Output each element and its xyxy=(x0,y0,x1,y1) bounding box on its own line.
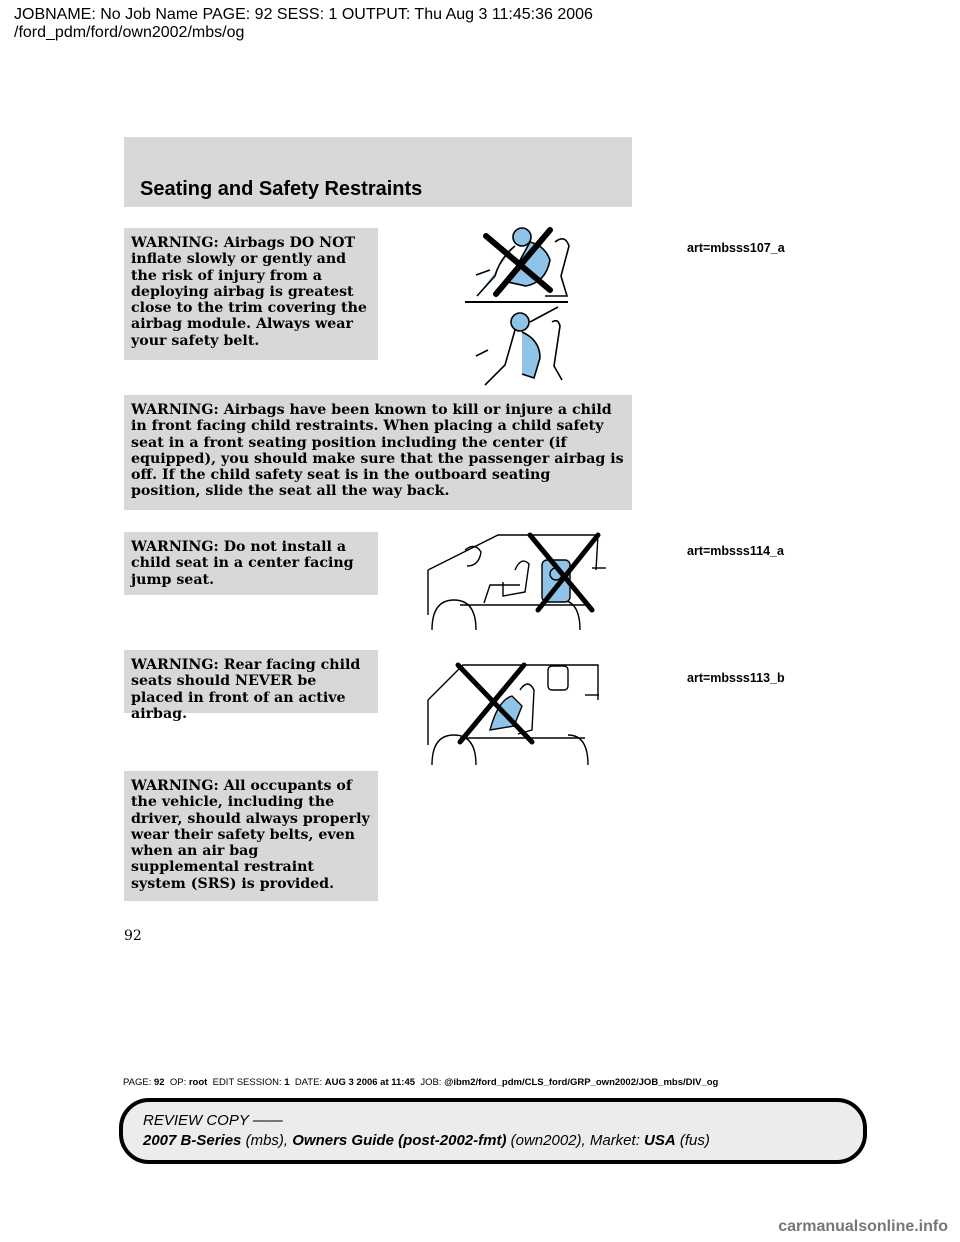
footer-session-label: EDIT SESSION: xyxy=(212,1077,282,1088)
warning-airbag-deploy: WARNING: Airbags DO NOT inflate slowly or gently and the risk of injury from a deploying airbag is greatest close to the trim covering the airbag module. Always wear your safety belt. xyxy=(124,228,378,360)
review-market: USA xyxy=(644,1132,676,1149)
page-number: 92 xyxy=(124,928,142,944)
footer-date-label: DATE: xyxy=(294,1077,323,1088)
job-header-line-1: JOBNAME: No Job Name PAGE: 92 SESS: 1 OUTPUT: Thu Aug 3 11:45:36 2006 xyxy=(14,6,593,23)
center-jump-seat-illustration xyxy=(420,530,605,640)
review-model-code: (mbs) xyxy=(245,1132,284,1149)
footer-page-label: PAGE: xyxy=(123,1077,152,1088)
art-label-mbsss113: art=mbsss113_b xyxy=(687,671,785,685)
watermark: carmanualsonline.info xyxy=(778,1218,948,1235)
job-header xyxy=(14,6,593,42)
review-market-code: (fus) xyxy=(679,1132,710,1149)
review-guide: Owners Guide (post-2002-fmt) xyxy=(292,1132,507,1149)
art-label-mbsss114: art=mbsss114_a xyxy=(687,544,784,558)
footer-job-info xyxy=(123,1077,718,1088)
airbag-proximity-illustration xyxy=(460,222,575,387)
footer-session-value: 1 xyxy=(284,1077,290,1088)
warning-occupants-belts: WARNING: All occupants of the vehicle, including the driver, should always properly wear their safety belts, even when an air bag supplemental restraint system (SRS) is provided. xyxy=(124,771,378,901)
review-copy-box xyxy=(119,1098,867,1164)
footer-job-label: JOB: xyxy=(420,1077,442,1088)
section-title: Seating and Safety Restraints xyxy=(140,178,423,200)
footer-date-value: AUG 3 2006 at 11:45 xyxy=(324,1077,416,1088)
art-label-mbsss107: art=mbsss107_a xyxy=(687,241,785,255)
review-copy-label: REVIEW COPY —— xyxy=(143,1112,283,1129)
review-model: 2007 B-Series xyxy=(143,1132,242,1149)
footer-page-value: 92 xyxy=(153,1077,165,1088)
review-market-label: , Market: xyxy=(581,1132,645,1149)
warning-center-jump-seat: WARNING: Do not install a child seat in a center facing jump seat. xyxy=(124,532,378,595)
footer-job-value: @ibm2/ford_pdm/CLS_ford/GRP_own2002/JOB_mbs/DIV_og xyxy=(444,1077,719,1088)
footer-op-value: root xyxy=(188,1077,208,1088)
warning-child-front-facing: WARNING: Airbags have been known to kill or injure a child in front facing child restraints. When placing a child safety seat in a front seating position including the center (if equipped), you should make sure that the passenger airbag is off. If the child safety seat is in the outboard seating position, slide the seat all the way back. xyxy=(124,395,632,510)
rear-facing-seat-illustration xyxy=(420,660,605,770)
footer-op-label: OP: xyxy=(169,1077,187,1088)
job-header-line-2: /ford_pdm/ford/own2002/mbs/og xyxy=(14,24,245,41)
review-separator: , xyxy=(283,1132,293,1149)
review-copy-details xyxy=(143,1132,710,1149)
review-guide-code: (own2002) xyxy=(510,1132,582,1149)
section-header xyxy=(124,137,632,207)
warning-rear-facing-seat: WARNING: Rear facing child seats should NEVER be placed in front of an active airbag. xyxy=(124,650,378,713)
